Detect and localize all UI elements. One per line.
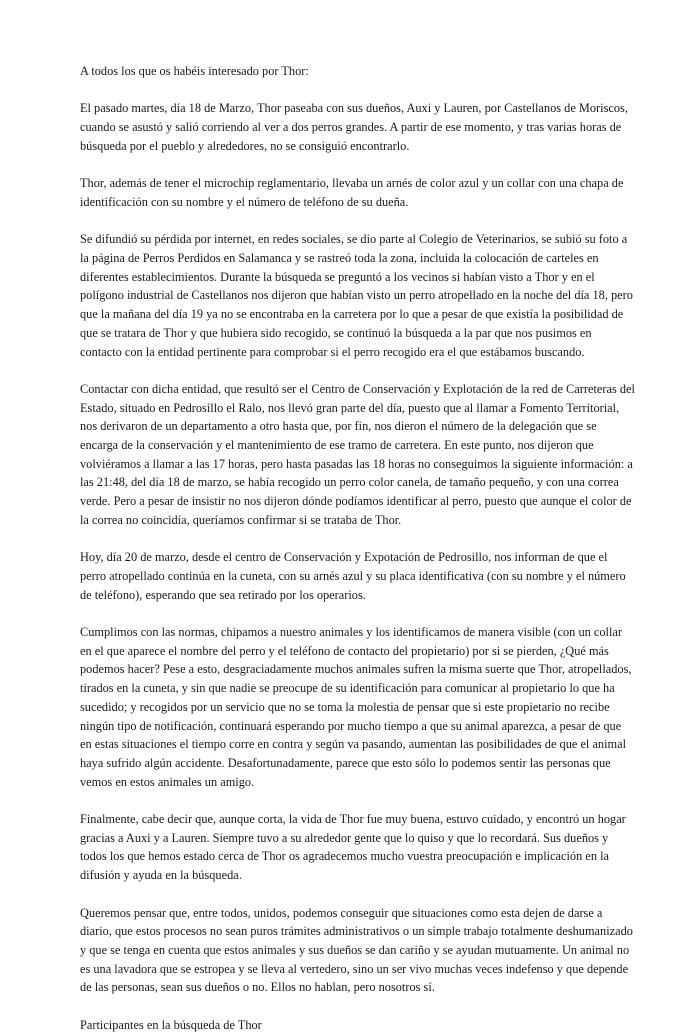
paragraph-contact-entity: Contactar con dicha entidad, que resultó ser el Centro de Conservación y Explotación de la red de Carreteras del Estado, situado en Pedrosillo el Ralo, nos llevó gran parte del día, puesto que al llamar a Fomento Territorial, nos derivaron de un departamento a otro hasta que, por fin, nos dieron el número de la delegación que se encarga de la conservación y el mantenimiento de ese tramo de carretera. En este punto, nos dijeron que volviéramos a llamar a las 17 horas, pero hasta pasadas las 18 horas no conseguimos la siguiente información: a las 21:48, del día 18 de marzo, se había recogido un perro color canela, de tamaño pequeño, y con una correa verde. Pero a pesar de insistir no nos dijeron dónde podíamos identificar al perro, puesto que aunque el color de la correa no coincidía, queríamos confirmar si se trataba de Thor.	[80, 381, 635, 527]
paragraph-disappearance: El pasado martes, día 18 de Marzo, Thor paseaba con sus dueños, Auxi y Lauren, por Castellanos de Moriscos, cuando se asustó y salió corriendo al ver a dos perros grandes. A partir de ese momento, y tras varias horas de búsqueda por el pueblo y alrededores, no se consiguió encontrarlo.	[80, 101, 628, 153]
paragraph-identification: Thor, además de tener el microchip reglamentario, llevaba un arnés de color azul y un collar con una chapa de identificación con su nombre y el número de teléfono de su dueña.	[80, 176, 624, 209]
paragraph-hope: Queremos pensar que, entre todos, unidos, podemos conseguir que situaciones como esta dejen de darse a diario, que estos procesos no sean puros trámites administrativos o un simple trabajo totalmente deshumanizado y que se tenga en cuenta que estos animales y sus dueños se dan cariño y se ayudan mutuamente. Un animal no es una lavadora que se estropea y se lleva al vertedero, sino un ser vivo muchas veces indefenso y que depende de las personas, sean sus dueños o no. Ellos no hablan, pero nosotros sí.	[80, 905, 633, 995]
letter-signature: Participantes en la búsqueda de Thor	[80, 1017, 262, 1032]
letter-greeting: A todos los que os habéis interesado por Thor:	[80, 64, 309, 78]
paragraph-thanks: Finalmente, cabe decir que, aunque corta, la vida de Thor fue muy buena, estuvo cuidado, y encontró un hogar gracias a Auxi y a Lauren. Siempre tuvo a su alrededor gente que lo quiso y que lo recordará. Sus dueños y todos los que hemos estado cerca de Thor os agradecemos mucho vuestra preocupación e implicación en la difusión y ayuda en la búsqueda.	[80, 812, 626, 883]
paragraph-search: Se difundió su pérdida por internet, en redes sociales, se dio parte al Colegio de Veterinarios, se subió su foto a la página de Perros Perdidos en Salamanca y se rastreó toda la zona, incluida la colocación de carteles en diferentes establecimientos. Durante la búsqueda se preguntó a los vecinos si habían visto a Thor y en el polígono industrial de Castellanos nos dijeron que habían visto un perro atropellado en la noche del día 18, pero que la mañana del día 19 ya no se encontraba en la carretera por lo que a pesar de que existía la posibilidad de que se tratara de Thor y que hubiera sido recogido, se continuó la búsqueda a la par que nos pusimos en contacto con la entidad pertinente para comprobar si el perro recogido era el que estábamos buscando.	[80, 232, 633, 359]
letter-body	[80, 62, 635, 1034]
paragraph-norms: Cumplimos con las normas, chipamos a nuestro animales y los identificamos de manera visible (con un collar en el que aparece el nombre del perro y el teléfono de contacto del propietario) por si se pierden, ¿Qué más podemos hacer? Pese a esto, desgraciadamente muchos animales sufren la misma suerte que Thor, atropellados, tirados en la cuneta, y sin que nadie se preocupe de su identificación para comunicar al propietario lo que ha sucedido; y recogidos por un servicio que no se toma la molestia de pensar que si este propietario no recibe ningún tipo de notificación, continuará esperando por mucho tiempo a que su animal aparezca, a pesar de que en estas situaciones el tiempo corre en contra y según va pasando, aumentan las posibilidades de que el animal haya sufrido algún accidente. Desafortunadamente, parece que esto sólo lo podemos sentir las personas que vemos en estos animales un amigo.	[80, 625, 632, 789]
paragraph-today: Hoy, día 20 de marzo, desde el centro de Conservación y Expotación de Pedrosillo, nos informan de que el perro atropellado continúa en la cuneta, con su arnés azul y su placa identificativa (con su nombre y el número de teléfono), esperando que sea retirado por los operarios.	[80, 550, 626, 602]
